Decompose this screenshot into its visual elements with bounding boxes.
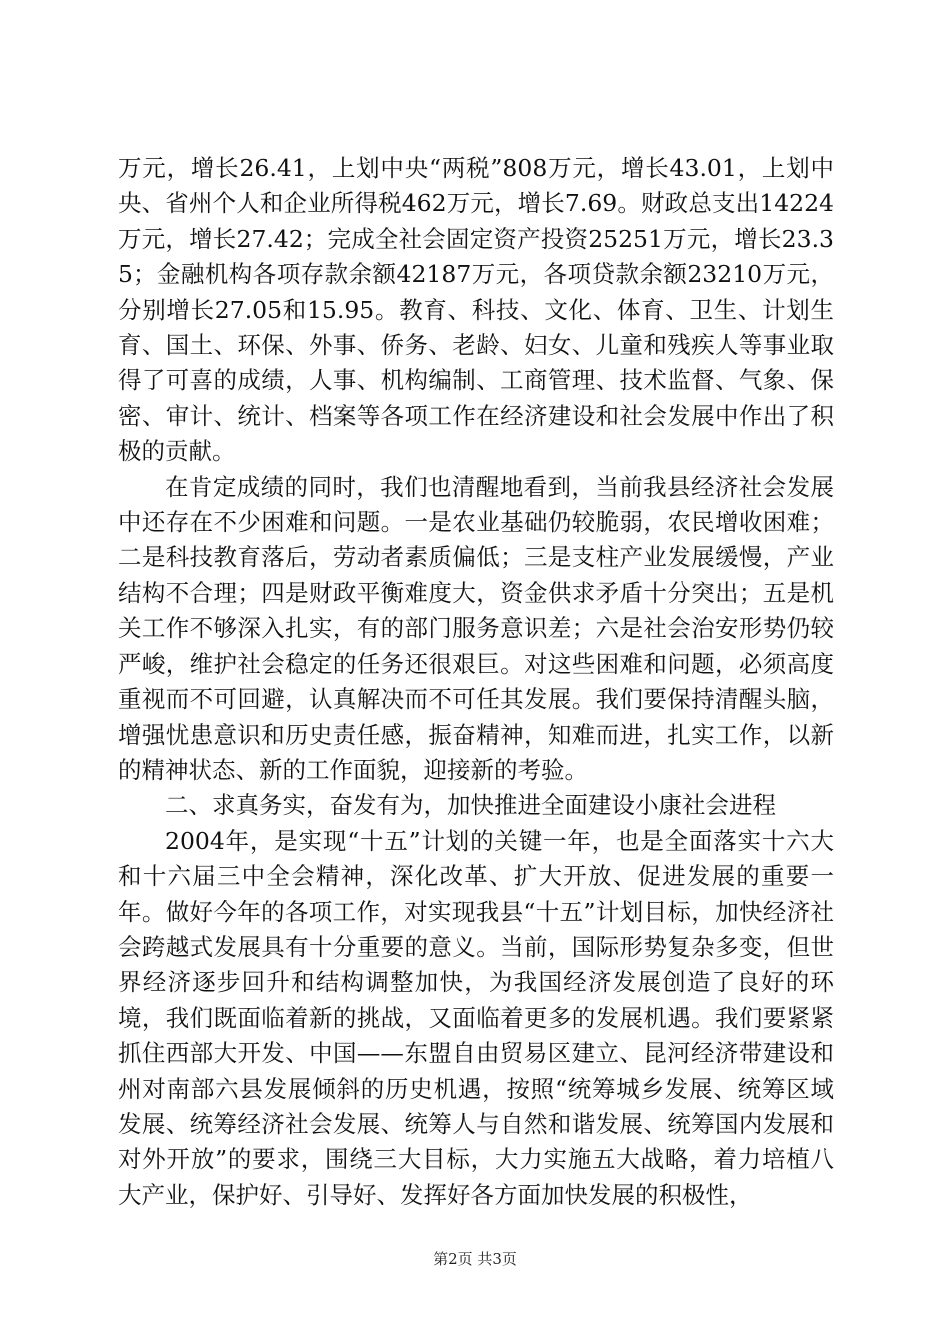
paragraph-problems: 在肯定成绩的同时，我们也清醒地看到，当前我县经济社会发展中还存在不少困难和问题。一是农业基础仍较脆弱，农民增收困难；二是科技教育落后，劳动者素质偏低；三是支柱产业发展缓慢，产业结构不合理；四是财政平衡难度大，资金供求矛盾十分突出；五是机关工作不够深入扎实，有的部门服务意识差；六是社会治安形势仍较严峻，维护社会稳定的任务还很艰巨。对这些困难和问题，必须高度重视而不可回避，认真解决而不可任其发展。我们要保持清醒头脑，增强忧患意识和历史责任感，振奋精神，知难而进，扎实工作，以新的精神状态、新的工作面貌，迎接新的考验。: [118, 472, 834, 784]
document-body: [118, 151, 834, 1213]
page-footer: 第2页 共3页: [433, 1250, 517, 1268]
section-heading: 二、求真务实，奋发有为，加快推进全面建设小康社会进程: [165, 791, 776, 820]
paragraph-continued-statistics: 万元，增长26.41，上划中央“两税”808万元，增长43.01，上划中央、省州个人和企业所得税462万元，增长7.69。财政总支出14224万元，增长27.42；完成全社会固定资产投资25251万元，增长23.35；金融机构各项存款余额42187万元，各项贷款余额23210万元，分别增长27.05和15.95。教育、科技、文化、体育、卫生、计划生育、国土、环保、外事、侨务、老龄、妇女、儿童和残疾人等事业取得了可喜的成绩，人事、机构编制、工商管理、技术监督、气象、保密、审计、统计、档案等各项工作在经济建设和社会发展中作出了积极的贡献。: [118, 154, 834, 466]
paragraph-2004-goals: 2004年，是实现“十五”计划的关键一年，也是全面落实十六大和十六届三中全会精神，深化改革、扩大开放、促进发展的重要一年。做好今年的各项工作，对实现我县“十五”计划目标，加快经济社会跨越式发展具有十分重要的意义。当前，国际形势复杂多变，但世界经济逐步回升和结构调整加快，为我国经济发展创造了良好的环境，我们既面临着新的挑战，又面临着更多的发展机遇。我们要紧紧抓住西部大开发、中国——东盟自由贸易区建立、昆河经济带建设和州对南部六县发展倾斜的历史机遇，按照“统筹城乡发展、统筹区域发展、统筹经济社会发展、统筹人与自然和谐发展、统筹国内发展和对外开放”的要求，围绕三大目标，大力实施五大战略，着力培植八大产业，保护好、引导好、发挥好各方面加快发展的积极性，: [118, 826, 834, 1209]
